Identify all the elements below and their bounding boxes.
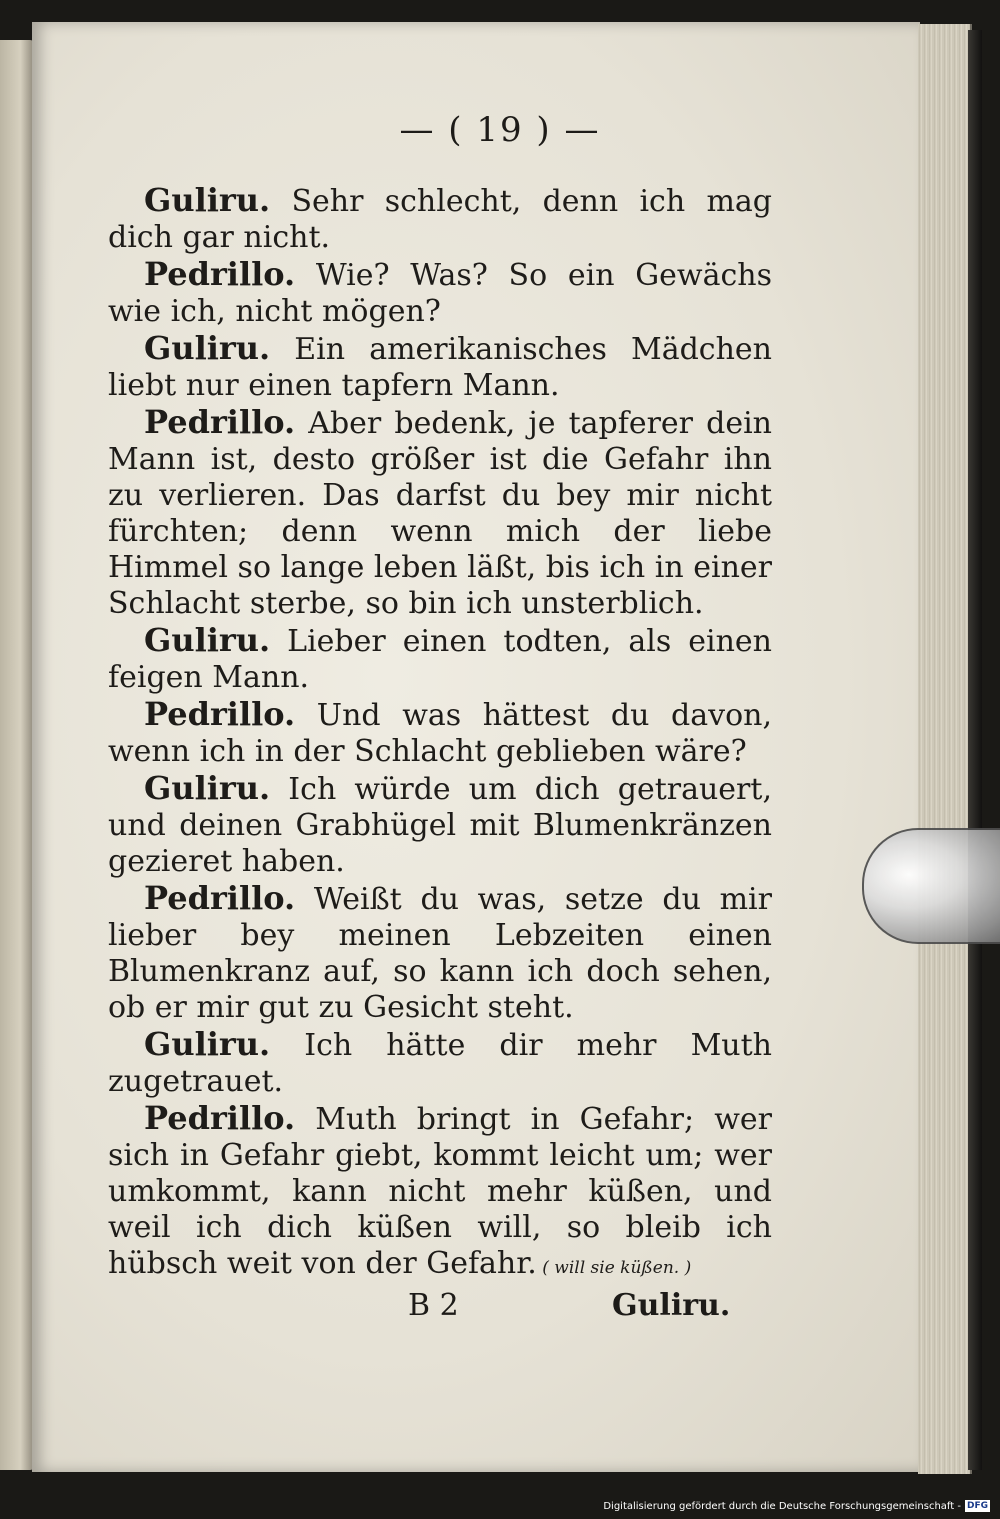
paragraph (108, 1026, 772, 1100)
paragraph (108, 1100, 772, 1286)
paragraph (108, 696, 772, 770)
speaker-name: Pedrillo. (144, 1099, 296, 1137)
speaker-name: Guliru. (144, 1025, 271, 1063)
page-text (108, 182, 772, 1286)
paragraph (108, 622, 772, 696)
paragraph-text: Muth bringt in Gefahr; wer sich in Gefahr giebt, kommt leicht um; wer umkommt, kann nicht mehr küßen, und weil ich dich küßen will, so bleib ich hübsch weit von der Gefahr. (108, 1102, 772, 1281)
credit-text: Digitalisierung gefördert durch die Deutsche Forschungsgemeinschaft - (603, 1500, 961, 1512)
book-spine (968, 30, 982, 1470)
page-footer (0, 1288, 1000, 1328)
page-number-header: — ( 19 ) — (399, 110, 601, 150)
catchword: Guliru. (612, 1288, 731, 1323)
paragraph-text: Aber bedenk, je tapferer dein Mann ist, desto größer ist die Gefahr ihn zu verlieren. Das darfst du bey mir nicht fürchten; denn wenn mich der liebe Himmel so lange leben läßt, bis ich in einer Schlacht sterbe, so bin ich unsterblich. (108, 406, 772, 621)
page-clip (862, 828, 1000, 944)
paragraph-text: Weißt du was, setze du mir lieber bey meinen Lebzeiten einen Blumenkranz auf, so kann ich doch sehen, ob er mir gut zu Gesicht steht. (108, 882, 772, 1025)
speaker-name: Guliru. (144, 181, 271, 219)
digitization-credit (603, 1500, 990, 1512)
speaker-name: Pedrillo. (144, 255, 296, 293)
speaker-name: Guliru. (144, 769, 271, 807)
page-edges (918, 24, 972, 1474)
paragraph-text: Ich hätte dir mehr Muth zugetrauet. (108, 1028, 772, 1099)
paragraph (108, 404, 772, 622)
paragraph (108, 256, 772, 330)
paragraph (108, 880, 772, 1026)
stage-direction: ( will sie küßen. ) (536, 1258, 692, 1278)
paragraph-text: Lieber einen todten, als einen feigen Mann. (108, 624, 772, 695)
paragraph (108, 770, 772, 880)
speaker-name: Pedrillo. (144, 695, 296, 733)
speaker-name: Guliru. (144, 329, 271, 367)
speaker-name: Pedrillo. (144, 879, 296, 917)
paragraph-text: Sehr schlecht, denn ich mag dich gar nicht. (108, 184, 772, 255)
paragraph (108, 330, 772, 404)
paragraph-text: Wie? Was? So ein Gewächs wie ich, nicht mögen? (108, 258, 772, 329)
left-page-edge (0, 40, 34, 1470)
paragraph-text: Und was hättest du davon, wenn ich in der Schlacht geblieben wäre? (108, 698, 772, 769)
paragraph (108, 182, 772, 256)
paragraph-text: Ich würde um dich getrauert, und deinen Grabhügel mit Blumenkränzen gezieret haben. (108, 772, 772, 879)
speaker-name: Guliru. (144, 621, 271, 659)
dfg-logo: DFG (966, 1501, 988, 1511)
signature-mark: B 2 (408, 1288, 459, 1323)
paragraph-text: Ein amerikanisches Mädchen liebt nur einen tapfern Mann. (108, 332, 772, 403)
speaker-name: Pedrillo. (144, 403, 296, 441)
